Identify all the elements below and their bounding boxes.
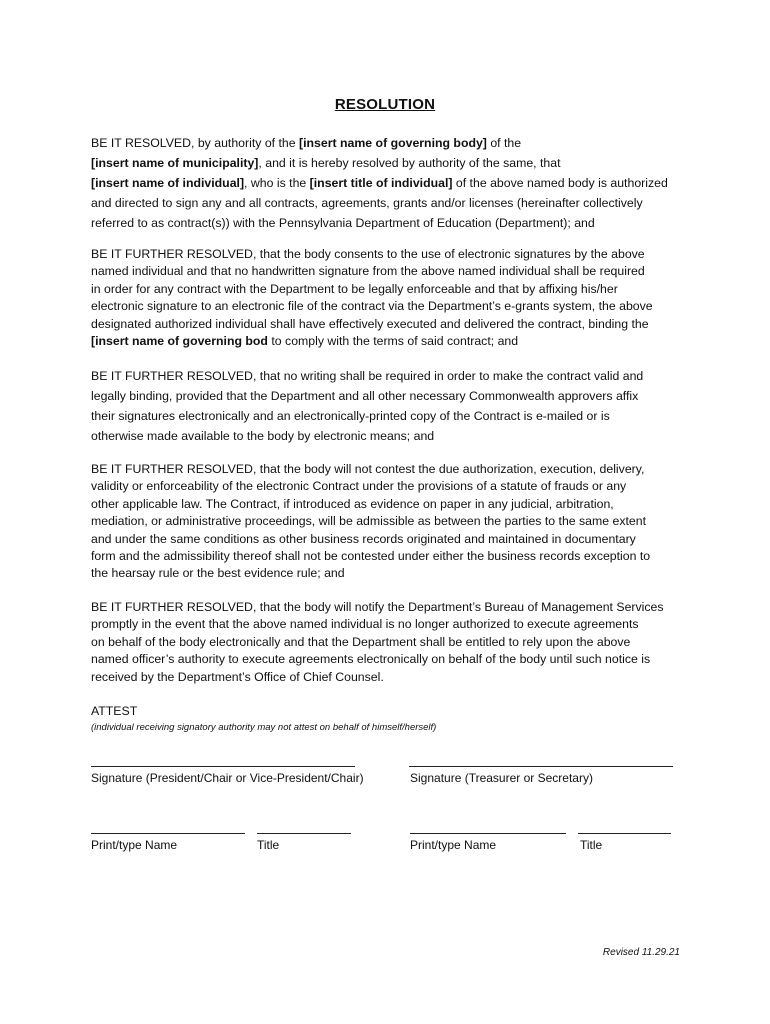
municipality-field[interactable]: [insert name of municipality] [91,156,259,170]
text-line: [insert name of governing bod to comply with the terms of said contract; and [91,333,519,348]
text-line: otherwise made available to the body by electronic means; and [91,429,435,443]
signature-label-president: Signature (President/Chair or Vice-President/Chair) [91,771,364,785]
print-name-label-2: Print/type Name [410,838,497,852]
paragraph-electronic-signatures [91,246,691,350]
text-line: promptly in the event that the above named individual is no longer authorized to execute agreements [91,617,639,632]
text-line: named officer’s authority to execute agreements electronically on behalf of the body until such notice is [91,652,651,667]
text-line: received by the Department’s Office of Chief Counsel. [91,669,384,684]
paragraph-notify [91,599,691,686]
governing-body-field[interactable]: [insert name of governing body] [299,136,487,150]
title-label-2: Title [580,838,603,852]
print-name-line-1[interactable] [91,833,245,834]
attest-heading: ATTEST [91,704,138,718]
text-line: and directed to sign any and all contracts, agreements, grants and/or licenses (hereinafter collectively [91,196,643,210]
signature-line-treasurer[interactable] [409,766,673,767]
signature-line-president[interactable] [91,766,355,767]
print-name-label-1: Print/type Name [91,838,178,852]
attest-note: (individual receiving signatory authority may not attest on behalf of himself/herself) [91,722,437,733]
text-line: BE IT FURTHER RESOLVED, that no writing shall be required in order to make the contract valid and [91,369,644,383]
print-name-line-2[interactable] [410,833,566,834]
paragraph-not-contest [91,461,691,583]
text-line: other applicable law. The Contract, if introduced as evidence on paper in any judicial, arbitration, [91,496,614,511]
individual-title-field[interactable]: [insert title of individual] [309,176,453,190]
text-line: [insert name of municipality], and it is hereby resolved by authority of the same, that [91,156,561,170]
revision-date: Revised 11.29.21 [602,947,680,958]
text-line: referred to as contract(s)) with the Pennsylvania Department of Education (Department); and [91,216,595,230]
text-line: form and the admissibility thereof shall not be contested under either the business records exception to [91,548,651,563]
title-line-1[interactable] [257,833,351,834]
text-line: BE IT FURTHER RESOLVED, that the body will not contest the due authorization, execution, delivery, [91,462,645,476]
title-line-2[interactable] [578,833,671,834]
document-title: RESOLUTION [334,96,436,113]
individual-name-field[interactable]: [insert name of individual] [91,176,245,190]
signature-label-treasurer: Signature (Treasurer or Secretary) [410,771,593,785]
paragraph-resolved [91,133,691,233]
text-line: BE IT RESOLVED, by authority of the [insert name of governing body] of the [91,136,522,150]
text-line: validity or enforceability of the electronic Contract under the provisions of a statute of frauds or any [91,479,627,494]
text-line: BE IT FURTHER RESOLVED, that the body will notify the Department’s Bureau of Management Services [91,600,664,614]
text-line: mediation, or administrative proceedings, will be admissible as between the parties to the same extent [91,514,647,529]
text-line: BE IT FURTHER RESOLVED, that the body consents to the use of electronic signatures by the above [91,247,645,261]
text-line: in order for any contract with the Department to be legally enforceable and that by affixing his/her [91,281,618,296]
title-label-1: Title [257,838,280,852]
text-line: legally binding, provided that the Department and all other necessary Commonwealth approvers affix [91,389,639,403]
text-line: electronic signature to an electronic file of the contract via the Department’s e-grants system, the above [91,299,653,314]
text-line: and under the same conditions as other business records originated and maintained in documentary [91,531,636,546]
text-line: their signatures electronically and an electronically-printed copy of the Contract is e-mailed or is [91,409,610,423]
paragraph-no-writing [91,366,691,446]
text-line: named individual and that no handwritten signature from the above named individual shall be required [91,264,645,279]
governing-body-field[interactable]: [insert name of governing bod [91,333,268,348]
text-line: [insert name of individual], who is the [insert title of individual] of the above named body is authorized [91,176,668,190]
text-line: designated authorized individual shall have effectively executed and delivered the contract, binding the [91,316,649,331]
text-line: the hearsay rule or the best evidence rule; and [91,566,345,581]
text-line: on behalf of the body electronically and that the Department shall be entitled to rely upon the above [91,634,631,649]
